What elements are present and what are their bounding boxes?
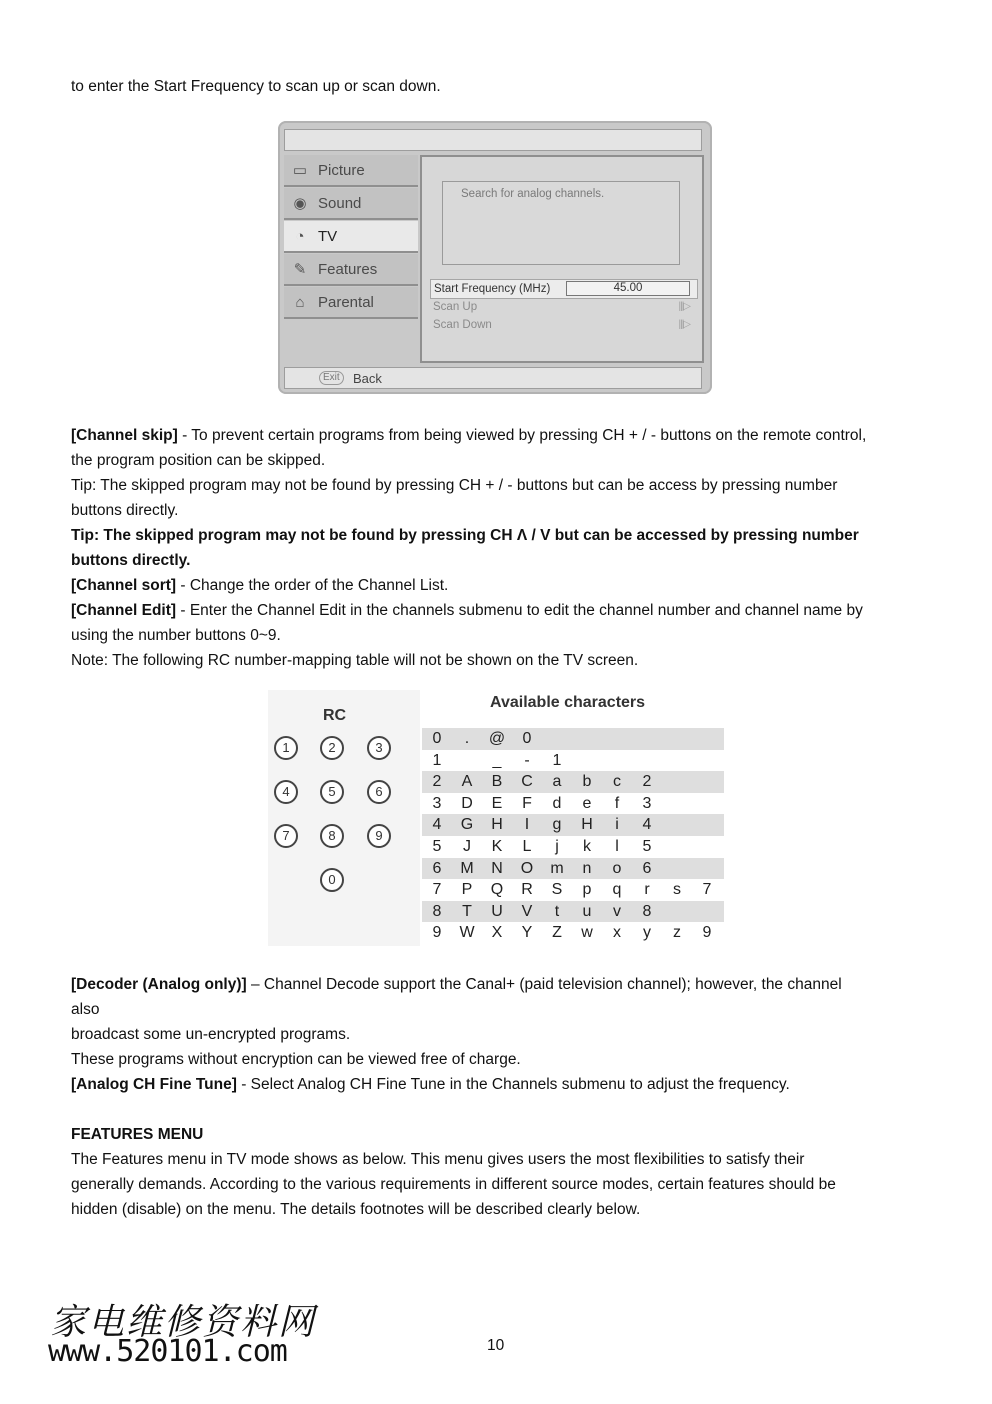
- features-menu-heading: FEATURES MENU: [71, 1126, 204, 1143]
- note-line: Note: The following RC number-mapping table will not be shown on the TV screen.: [71, 652, 639, 669]
- start-frequency-input[interactable]: 45.00: [566, 281, 690, 296]
- character-cell: b: [582, 773, 592, 791]
- channel-sort-term: [Channel sort]: [71, 577, 177, 594]
- rc-button-9: 9: [367, 824, 391, 848]
- page-number: 10: [487, 1337, 505, 1354]
- rc-button-4: 4: [274, 780, 298, 804]
- character-row: [422, 836, 724, 858]
- channel-skip-text: - To prevent certain programs from being viewed by pressing CH + / - buttons on the remote control,: [177, 427, 867, 444]
- channel-edit-text: - Enter the Channel Edit in the channels submenu to edit the channel number and channel name by: [176, 602, 863, 619]
- character-cell: .: [464, 730, 470, 747]
- tv-menu-sidebar: [284, 155, 418, 365]
- character-row: [422, 793, 724, 815]
- site-watermark-logo: [46, 1294, 346, 1374]
- watermark-chinese-text: 家电维修资料网: [50, 1302, 317, 1343]
- character-cell: q: [612, 881, 622, 899]
- character-cell: J: [463, 837, 471, 855]
- decoder-text: – Channel Decode support the Canal+ (paid television channel); however, the channel: [246, 976, 842, 993]
- rc-button-6: 6: [367, 780, 391, 804]
- character-cell: W: [459, 924, 475, 942]
- tv-menu-content-panel: [420, 155, 704, 363]
- rc-button-0: 0: [320, 868, 344, 892]
- sidebar-item-label: TV: [318, 228, 338, 245]
- features-menu-line-1: The Features menu in TV mode shows as below. This menu gives users the most flexibilities to satisfy their: [71, 1151, 805, 1168]
- decoder-term: [Decoder (Analog only)]: [71, 976, 247, 993]
- decoder-line-1: [71, 972, 931, 997]
- tools-icon: ✎: [293, 261, 307, 278]
- scan-up-row[interactable]: [430, 301, 698, 317]
- rc-button-1: 1: [274, 736, 298, 760]
- rc-keypad-panel: [268, 690, 420, 946]
- sidebar-item-tv[interactable]: [284, 221, 418, 253]
- character-cell: y: [643, 924, 651, 942]
- channel-sort-line: [71, 573, 931, 598]
- channel-skip-line-1: [71, 423, 931, 448]
- character-cell: K: [491, 837, 503, 855]
- channel-edit-line-2: using the number buttons 0~9.: [71, 627, 281, 644]
- rc-button-3: 3: [367, 736, 391, 760]
- tip-2-line-2: buttons directly.: [71, 552, 191, 569]
- character-row: [422, 922, 724, 944]
- arrow-right-icon: |||▷: [678, 301, 690, 312]
- channel-skip-line-2: the program position can be skipped.: [71, 452, 326, 469]
- channel-skip-term: [Channel skip]: [71, 427, 178, 444]
- menu-description: Search for analog channels.: [442, 181, 680, 265]
- sidebar-item-label: Picture: [318, 162, 365, 179]
- character-cell: B: [491, 773, 503, 791]
- tv-menu-title-bar: [284, 129, 702, 151]
- character-cell: A: [461, 773, 473, 791]
- character-cell: 3: [432, 794, 442, 812]
- character-cell: p: [582, 881, 592, 899]
- tv-menu-bottom-bar: [284, 367, 702, 389]
- back-label: Back: [353, 371, 382, 386]
- character-cell: E: [491, 794, 503, 812]
- rc-title: RC: [323, 707, 347, 724]
- character-cell: g: [552, 816, 562, 834]
- character-cell: H: [491, 816, 503, 834]
- character-cell: R: [521, 881, 533, 899]
- scan-down-row[interactable]: [430, 319, 698, 335]
- character-cell: V: [521, 902, 533, 920]
- character-cell: v: [613, 902, 621, 920]
- character-cell: T: [462, 902, 472, 920]
- character-cell: 4: [432, 816, 442, 834]
- decoder-line-4: These programs without encryption can be viewed free of charge.: [71, 1051, 521, 1068]
- scan-down-label: Scan Down: [433, 319, 492, 331]
- tv-menu-screenshot: [278, 121, 712, 394]
- character-cell: e: [582, 794, 592, 812]
- features-menu-line-2: generally demands. According to the various requirements in different source modes, certain features should be: [71, 1176, 836, 1193]
- character-cell: 5: [642, 837, 652, 855]
- character-cell: c: [613, 773, 621, 791]
- character-cell: 6: [642, 859, 652, 877]
- character-cell: _: [492, 751, 502, 769]
- character-row: [422, 858, 724, 880]
- character-cell: a: [552, 773, 562, 791]
- available-characters-title: Available characters: [490, 694, 646, 711]
- channel-edit-line-1: [71, 598, 931, 623]
- tip-2-line-1: Tip: The skipped program may not be found by pressing CH Λ / V but can be accessed by pressing number: [71, 527, 859, 544]
- rc-mapping-figure: [268, 690, 724, 946]
- character-row: [422, 814, 724, 836]
- decoder-line-2: also: [71, 1001, 100, 1018]
- tv-set-icon: ▭: [292, 162, 308, 179]
- character-cell: C: [521, 773, 533, 791]
- tip-1-line-1: Tip: The skipped program may not be found by pressing CH + / - buttons but can be access by pressing number: [71, 477, 838, 494]
- character-cell: @: [488, 730, 506, 747]
- start-frequency-row[interactable]: [430, 279, 698, 299]
- fine-tune-term: [Analog CH Fine Tune]: [71, 1076, 237, 1093]
- character-cell: L: [522, 837, 532, 855]
- character-cell: u: [582, 902, 592, 920]
- character-cell: 8: [642, 902, 652, 920]
- sidebar-item-label: Sound: [318, 195, 362, 212]
- character-cell: l: [615, 837, 619, 855]
- character-cell: n: [582, 859, 592, 877]
- character-row: [422, 771, 724, 793]
- start-frequency-label: Start Frequency (MHz): [434, 283, 551, 295]
- character-cell: 4: [642, 816, 652, 834]
- character-cell: O: [520, 859, 534, 877]
- features-menu-line-3: hidden (disable) on the menu. The details footnotes will be described clearly below.: [71, 1201, 641, 1218]
- character-cell: 2: [432, 773, 442, 791]
- channel-sort-text: - Change the order of the Channel List.: [176, 577, 449, 594]
- exit-key-icon: Exit: [319, 371, 344, 385]
- rc-button-5: 5: [320, 780, 344, 804]
- character-row: [422, 728, 724, 750]
- character-cell: P: [461, 881, 473, 899]
- fine-tune-text: - Select Analog CH Fine Tune in the Channels submenu to adjust the frequency.: [236, 1076, 790, 1093]
- character-cell: X: [491, 924, 503, 942]
- sidebar-item-parental[interactable]: [284, 287, 418, 319]
- character-cell: k: [583, 837, 591, 855]
- watermark-url: www.520101.com: [48, 1334, 287, 1369]
- character-row: [422, 750, 724, 772]
- character-cell: -: [524, 751, 530, 769]
- character-cell: d: [552, 794, 562, 812]
- character-cell: Y: [521, 924, 533, 942]
- rc-button-8: 8: [320, 824, 344, 848]
- character-cell: j: [555, 837, 559, 855]
- character-cell: m: [550, 859, 564, 877]
- character-cell: 2: [642, 773, 652, 791]
- character-cell: 9: [702, 924, 712, 942]
- character-cell: w: [581, 924, 593, 942]
- character-cell: z: [673, 924, 681, 942]
- character-cell: s: [673, 881, 681, 899]
- rc-button-7: 7: [274, 824, 298, 848]
- character-cell: N: [491, 859, 503, 877]
- character-cell: U: [491, 902, 503, 920]
- character-cell: 1: [552, 751, 562, 769]
- character-cell: f: [614, 794, 620, 812]
- decoder-line-3: broadcast some un-encrypted programs.: [71, 1026, 351, 1043]
- arrow-right-icon: |||▷: [678, 319, 690, 330]
- sidebar-item-sound[interactable]: [284, 188, 418, 220]
- character-cell: D: [461, 794, 473, 812]
- character-cell: i: [615, 816, 619, 834]
- character-cell: x: [613, 924, 621, 942]
- character-cell: r: [644, 881, 650, 899]
- character-cell: Q: [490, 881, 504, 899]
- character-cell: o: [612, 859, 622, 877]
- fine-tune-line: [71, 1072, 931, 1097]
- character-cell: 7: [432, 881, 442, 899]
- sidebar-item-label: Parental: [318, 294, 374, 311]
- character-cell: 1: [432, 751, 442, 769]
- character-cell: Z: [552, 924, 562, 942]
- character-cell: 9: [432, 924, 442, 942]
- character-cell: M: [460, 859, 474, 877]
- sidebar-item-label: Features: [318, 261, 378, 278]
- character-row: [422, 901, 724, 923]
- character-cell: F: [522, 794, 532, 812]
- sidebar-item-features[interactable]: [284, 254, 418, 286]
- speaker-icon: ◉: [293, 195, 307, 212]
- intro-line: to enter the Start Frequency to scan up or scan down.: [71, 78, 441, 95]
- character-cell: 3: [642, 794, 652, 812]
- character-cell: I: [524, 816, 530, 834]
- sidebar-item-picture[interactable]: [284, 155, 418, 187]
- character-cell: 0: [522, 730, 532, 747]
- character-cell: 8: [432, 902, 442, 920]
- character-cell: H: [581, 816, 593, 834]
- scan-up-label: Scan Up: [433, 301, 478, 313]
- character-table: [422, 728, 724, 944]
- character-cell: S: [551, 881, 563, 899]
- satellite-dish-icon: ◔: [295, 228, 305, 245]
- character-cell: 6: [432, 859, 442, 877]
- character-cell: t: [554, 902, 560, 920]
- lock-icon: ⌂: [295, 294, 305, 311]
- channel-edit-term: [Channel Edit]: [71, 602, 177, 619]
- character-row: [422, 879, 724, 901]
- character-cell: 0: [432, 730, 442, 747]
- character-cell: 5: [432, 837, 442, 855]
- tip-1-line-2: buttons directly.: [71, 502, 179, 519]
- character-cell: G: [460, 816, 474, 834]
- rc-button-2: 2: [320, 736, 344, 760]
- character-cell: 7: [702, 881, 712, 899]
